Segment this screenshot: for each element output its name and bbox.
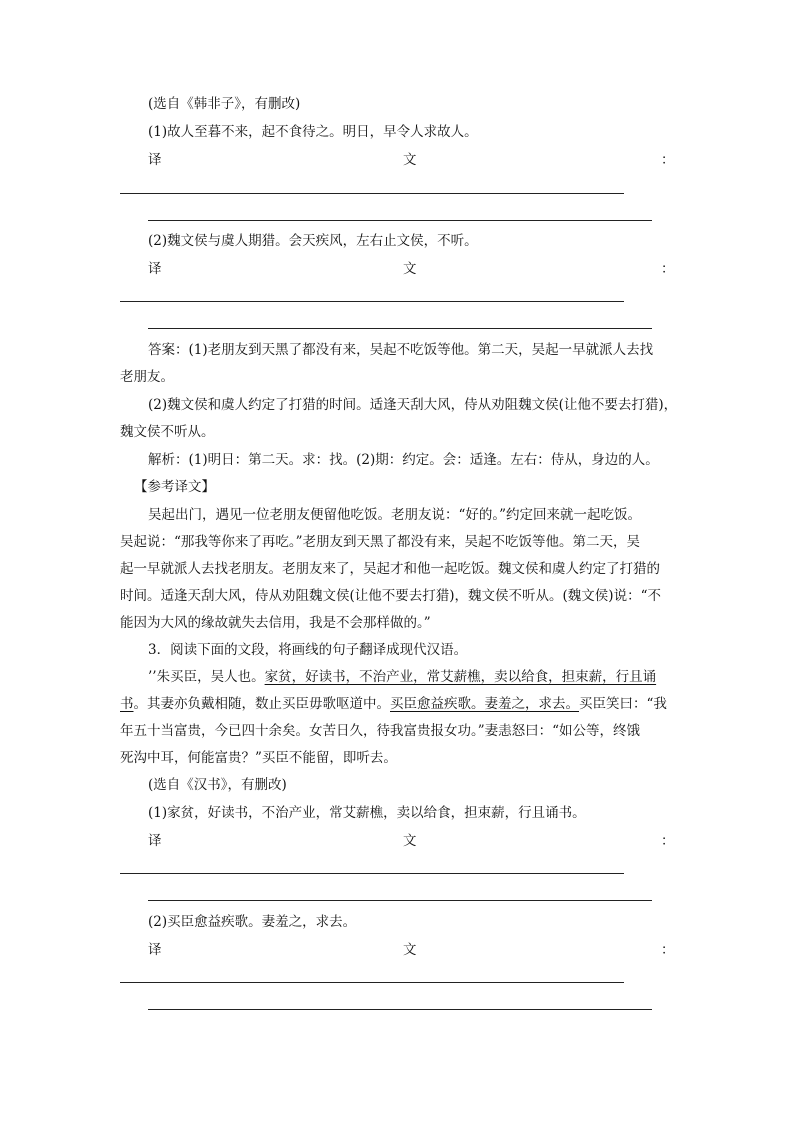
question-3-1: (1)家贫，好读书，不治产业，常艾薪樵，卖以给食，担束薪，行且诵书。 xyxy=(148,805,586,821)
reference-heading: 【参考译文】 xyxy=(134,479,215,495)
reference-line: 吴起说：“那我等你来了再吃。”老朋友到天黑了都没有来，吴起不吃饭等他。第二天，吴 xyxy=(120,534,641,550)
answer-2-line-2: 魏文侯不听从。 xyxy=(120,424,215,440)
reference-line: 吴起出门，遇见一位老朋友便留他吃饭。老朋友说：“好的。”约定回来就一起吃饭。 xyxy=(148,507,642,523)
question-1-2: (2)魏文侯与虞人期猎。会天疾风，左右止文侯，不听。 xyxy=(148,233,478,249)
answer-1-line-2: 老朋友。 xyxy=(120,369,174,385)
underlined-sentence-1: 家贫，好读书，不治产业，常艾薪樵，卖以给食，担束薪，行且诵 xyxy=(264,669,657,685)
answer-line[interactable] xyxy=(120,301,624,302)
translation-label-yi: 译 xyxy=(148,152,162,168)
translation-label-colon: ： xyxy=(661,833,675,849)
underlined-sentence-2: 买臣愈益疾歌。妻羞之，求去。 xyxy=(390,696,579,712)
translation-label-wen: 文 xyxy=(403,833,417,849)
translation-label-colon: ： xyxy=(661,261,675,277)
question-3-2: (2)买臣愈益疾歌。妻羞之，求去。 xyxy=(148,914,357,930)
passage-text: 。其妻亦负戴相随，数止买臣毋歌呕道中。 xyxy=(133,696,390,712)
question-1-1: (1)故人至暮不来，起不食待之。明日，早令人求故人。 xyxy=(148,124,478,140)
translation-label-yi: 译 xyxy=(148,833,162,849)
answer-line[interactable] xyxy=(148,220,652,221)
passage-line-4: 死沟中耳，何能富贵？”买臣不能留，即听去。 xyxy=(120,750,397,766)
answer-line[interactable] xyxy=(120,193,624,194)
translation-label-colon: ： xyxy=(661,942,675,958)
translation-label-wen: 文 xyxy=(403,152,417,168)
answer-line[interactable] xyxy=(148,328,652,329)
answer-line[interactable] xyxy=(148,1009,652,1010)
translation-label-wen: 文 xyxy=(403,261,417,277)
underlined-sentence-1-end: 书 xyxy=(120,696,134,712)
passage-text: ’’朱买臣，吴人也。 xyxy=(148,669,265,685)
reference-line: 时间。适逢天刮大风，侍从劝阻魏文侯(让他不要去打猎)，魏文侯不听从。(魏文侯)说：“不 xyxy=(120,588,661,604)
passage-text: 买臣笑曰：“我 xyxy=(579,696,667,712)
translation-label-wen: 文 xyxy=(403,942,417,958)
passage-line-1 xyxy=(148,668,708,686)
source-note-1: (选自《韩非子》，有删改) xyxy=(148,96,301,112)
reference-line: 起一早就派人去找老朋友。老朋友来了，吴起才和他一起吃饭。魏文侯和虞人约定了打猎的 xyxy=(120,561,660,577)
answer-2-line-1: (2)魏文侯和虞人约定了打猎的时间。适逢天刮大风，侍从劝阻魏文侯(让他不要去打猎)， xyxy=(148,397,678,413)
source-note-2: (选自《汉书》，有删改) xyxy=(148,777,287,793)
answer-1-line-1: 答案：(1)老朋友到天黑了都没有来，吴起不吃饭等他。第二天，吴起一早就派人去找 xyxy=(148,342,654,358)
question-3-instruction: 3．阅读下面的文段，将画线的句子翻译成现代汉语。 xyxy=(148,642,468,658)
translation-label-yi: 译 xyxy=(148,942,162,958)
answer-line[interactable] xyxy=(120,873,624,874)
answer-line[interactable] xyxy=(148,900,652,901)
passage-line-2 xyxy=(120,695,680,713)
passage-line-3: 年五十当富贵，今已四十余矣。女苦日久，待我富贵报女功。”妻恚怒曰：“如公等，终饿 xyxy=(120,723,641,739)
analysis: 解析：(1)明日：第二天。求：找。(2)期：约定。会：适逢。左右：侍从，身边的人。 xyxy=(148,452,659,468)
reference-line: 能因为大风的缘故就失去信用，我是不会那样做的。” xyxy=(120,615,431,631)
answer-line[interactable] xyxy=(120,982,624,983)
translation-label-colon: ： xyxy=(661,152,675,168)
translation-label-yi: 译 xyxy=(148,261,162,277)
